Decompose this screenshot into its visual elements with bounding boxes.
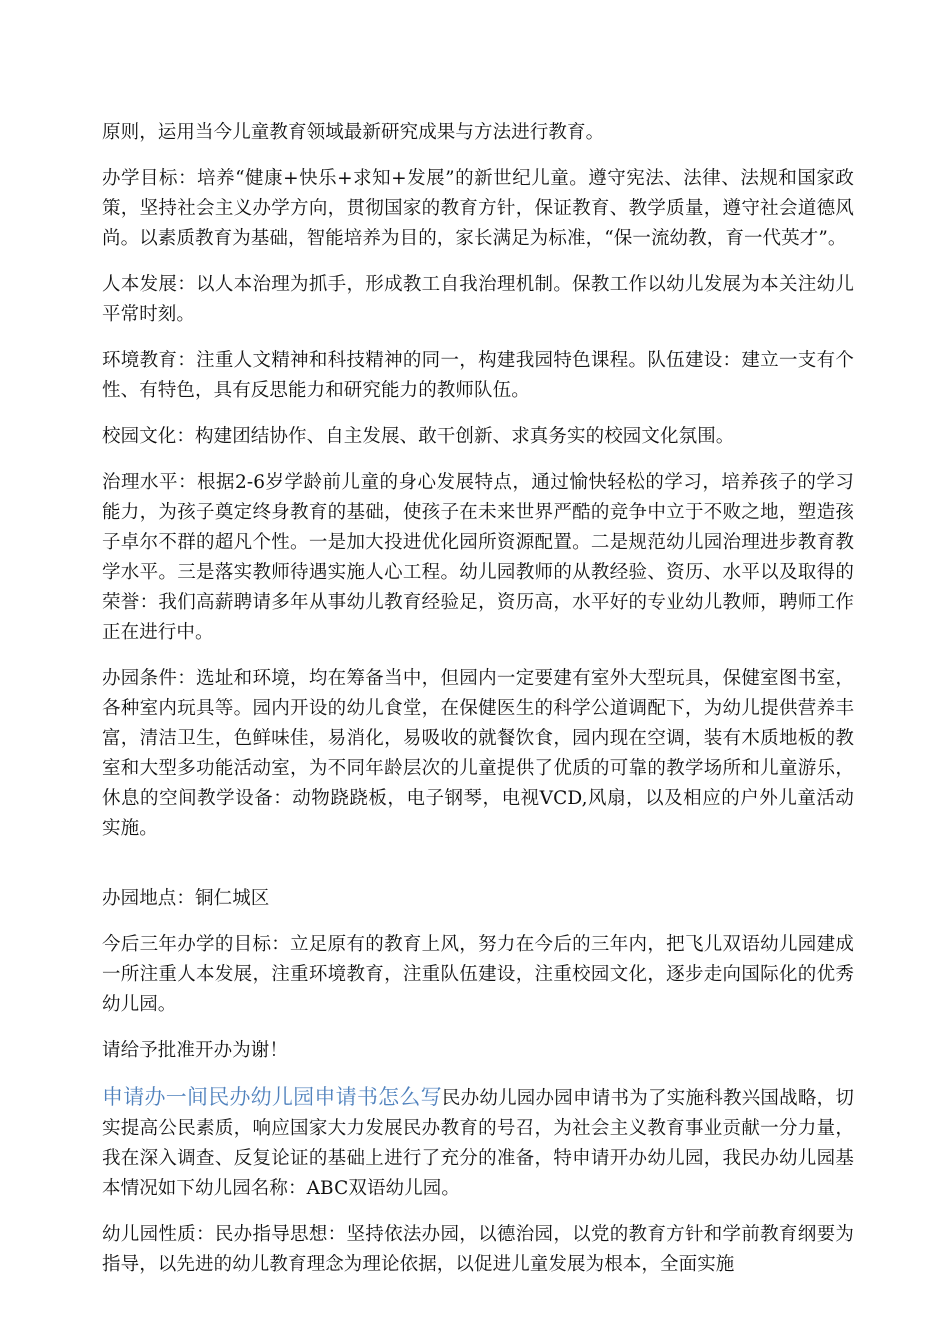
paragraph-school-location: 办园地点：铜仁城区 bbox=[102, 888, 270, 909]
paragraph-environment-education: 环境教育：注重人文精神和科技精神的同一，构建我园特色课程。队伍建设：建立一支有个性、有特色，具有反思能力和研究能力的教师队伍。 bbox=[102, 350, 854, 401]
paragraph-school-conditions: 办园条件：选址和环境，均在筹备当中，但园内一定要建有室外大型玩具，保健室图书室，各种室内玩具等。园内开设的幼儿食堂，在保健医生的科学公道调配下，为幼儿提供营养丰富，清洁卫生，色鲜味佳，易消化，易吸收的就餐饮食，园内现在空调，装有木质地板的教室和大型多功能活动室，为不同年龄层次的儿童提供了优质的可靠的教学场所和儿童游乐，休息的空间教学设备：动物跷跷板，电子钢琴，电视VCD,风扇，以及相应的户外儿童活动实施。 bbox=[102, 668, 854, 839]
paragraph-school-goal: 办学目标：培养“健康+快乐+求知+发展”的新世纪儿童。遵守宪法、法律、法规和国家政策，坚持社会主义办学方向，贯彻国家的教育方针，保证教育、教学质量，遵守社会道德风尚。以素质教育为基础，智能培养为目的，家长满足为标准，“保一流幼教，育一代英才”。 bbox=[102, 168, 854, 249]
paragraph-campus-culture: 校园文化：构建团结协作、自主发展、敢干创新、求真务实的校园文化氛围。 bbox=[102, 426, 735, 447]
paragraph-principle: 原则，运用当今儿童教育领域最新研究成果与方法进行教育。 bbox=[102, 122, 605, 143]
document-page bbox=[102, 118, 854, 1296]
paragraph-three-year-goal: 今后三年办学的目标：立足原有的教育上风，努力在今后的三年内，把飞儿双语幼儿园建成一所注重人本发展，注重环境教育，注重队伍建设，注重校园文化，逐步走向国际化的优秀幼儿园。 bbox=[102, 934, 854, 1015]
paragraph-kindergarten-nature: 幼儿园性质：民办指导思想：坚持依法办园，以德治园，以党的教育方针和学前教育纲要为指导，以先进的幼儿教育理念为理论依据，以促进儿童发展为根本，全面实施 bbox=[102, 1224, 854, 1275]
heading-link[interactable]: 申请办一间民办幼儿园申请书怎么写 bbox=[102, 1085, 442, 1109]
paragraph-human-development: 人本发展：以人本治理为抓手，形成教工自我治理机制。保教工作以幼儿发展为本关注幼儿平常时刻。 bbox=[102, 274, 854, 325]
paragraph-management-level: 治理水平：根据2-6岁学龄前儿童的身心发展特点，通过愉快轻松的学习，培养孩子的学习能力，为孩子奠定终身教育的基础，使孩子在未来世界严酷的竞争中立于不败之地，塑造孩子卓尔不群的超凡个性。一是加大投进优化园所资源配置。二是规范幼儿园治理进步教育教学水平。三是落实教师待遇实施人心工程。幼儿园教师的从教经验、资历、水平以及取得的荣誉：我们高薪聘请多年从事幼儿教育经验足，资历高，水平好的专业幼儿教师，聘师工作正在进行中。 bbox=[102, 472, 854, 643]
application-intro-text: 民办幼儿园办园申请书为了实施科教兴国战略，切实提高公民素质，响应国家大力发展民办教育的号召，为社会主义教育事业贡献一分力量，我在深入调查、反复论证的基础上进行了充分的准备，特申请开办幼儿园，我民办幼儿园基本情况如下幼儿园名称：ABC双语幼儿园。 bbox=[102, 1088, 854, 1199]
paragraph-application-intro bbox=[102, 1082, 854, 1204]
paragraph-request-approval: 请给予批准开办为谢！ bbox=[102, 1040, 289, 1061]
